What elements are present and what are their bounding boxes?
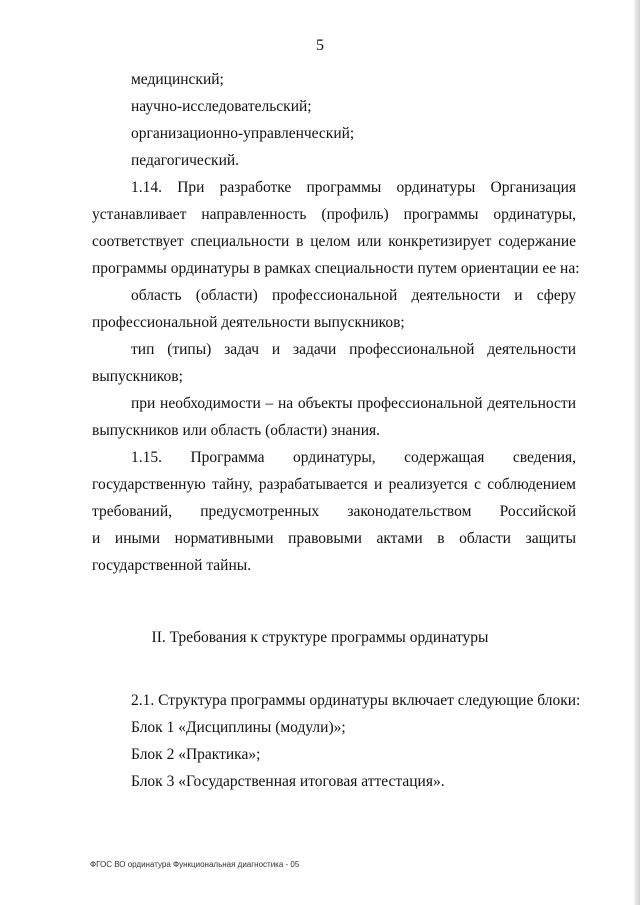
block-item: Блок 3 «Государственная итоговая аттестация».: [131, 773, 445, 790]
paragraph-area-line: область (области) профессиональной деятельности и сферу: [131, 287, 576, 304]
paragraph-1-15-line: государственной тайны.: [92, 557, 252, 574]
list-item: медицинский;: [131, 71, 224, 88]
paragraph-1-15-line: и иными нормативными правовыми актами в области защиты: [92, 530, 576, 547]
block-item: Блок 1 «Дисциплины (модули)»;: [131, 719, 346, 736]
paragraph-type-line: тип (типы) задач и задачи профессиональной деятельности: [131, 341, 576, 358]
paragraph-type-line: выпускников;: [92, 368, 183, 385]
block-item: Блок 2 «Практика»;: [131, 746, 261, 763]
paragraph-1-15-line: 1.15. Программа ординатуры, содержащая сведения,: [131, 449, 576, 466]
paragraph-necessity-line: при необходимости – на объекты профессиональной деятельности: [131, 395, 576, 412]
list-item: организационно-управленческий;: [131, 125, 355, 142]
paragraph-necessity-line: выпускников или область (области) знания.: [92, 422, 381, 439]
list-item: научно-исследовательский;: [131, 98, 312, 115]
section-heading: II. Требования к структуре программы ординатуры: [151, 629, 489, 646]
document-footer: ФГОС ВО ординатура Функциональная диагностика - 05: [90, 860, 300, 869]
page-edge-shadow: [634, 0, 640, 905]
paragraph-1-15-line: государственную тайну, разрабатывается и реализуется с соблюдением: [92, 476, 576, 493]
paragraph-1-14-line: соответствует специальности в целом или конкретизирует содержание: [92, 233, 576, 250]
paragraph-1-14-line: устанавливает направленность (профиль) программы ординатуры,: [92, 206, 576, 223]
list-item: педагогический.: [131, 152, 240, 169]
paragraph-1-14-line: 1.14. При разработке программы ординатуры Организация: [131, 179, 576, 196]
paragraph-area-line: профессиональной деятельности выпускников;: [92, 314, 405, 331]
paragraph-1-15-line: требований, предусмотренных законодательством Российской: [92, 503, 576, 520]
page-number: 5: [316, 37, 324, 54]
paragraph-2-1: 2.1. Структура программы ординатуры включает следующие блоки:: [131, 692, 581, 709]
paragraph-1-14-line: программы ординатуры в рамках специальности путем ориентации ее на:: [92, 260, 580, 277]
